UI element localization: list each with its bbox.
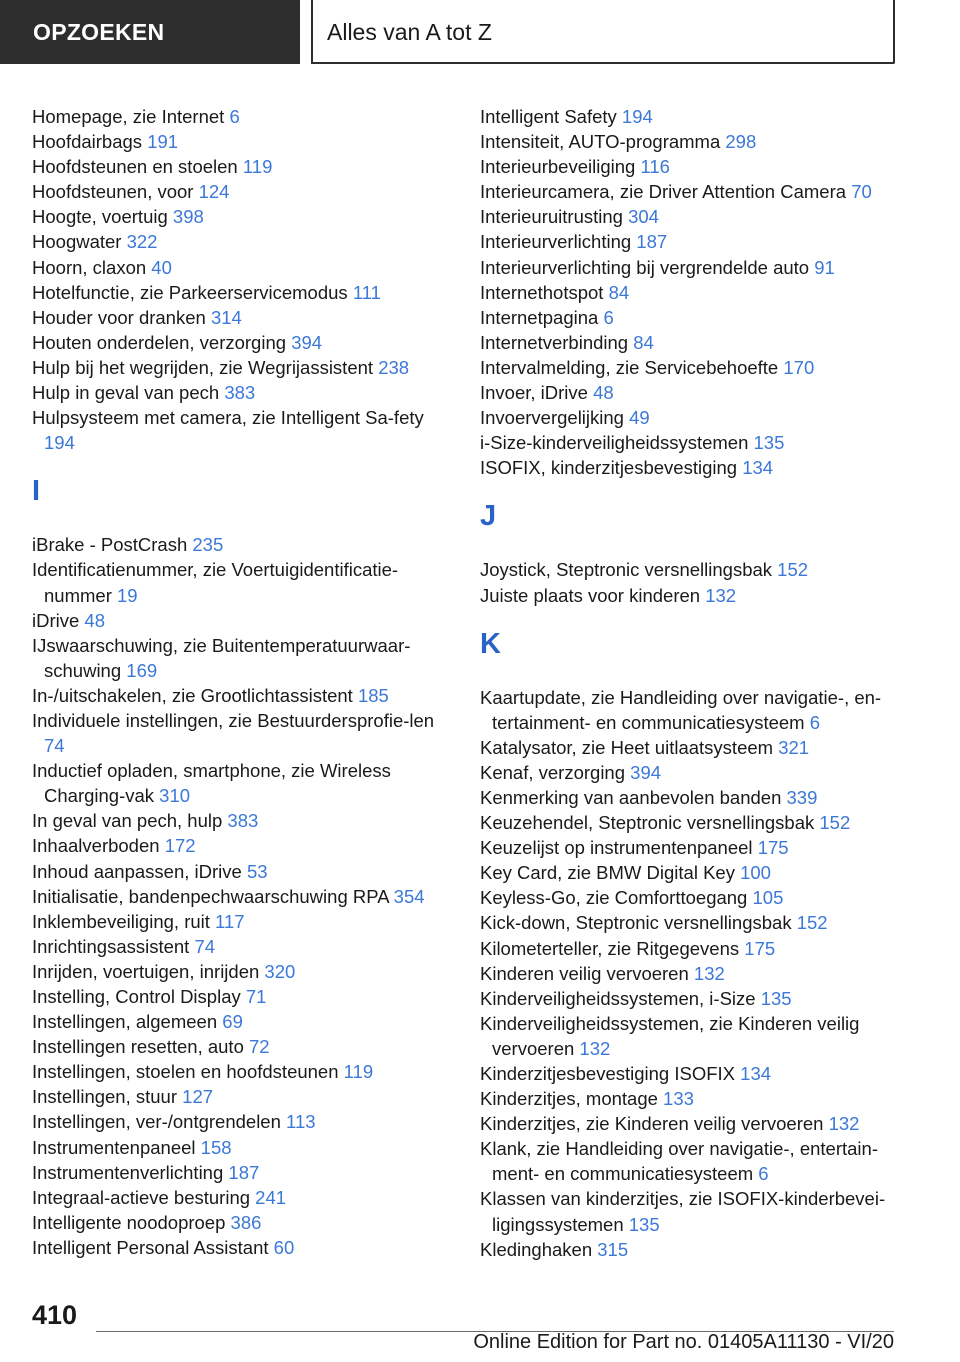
index-entry xyxy=(32,355,442,380)
page-link[interactable]: 48 xyxy=(593,382,614,404)
entry-text: Internetpagina xyxy=(480,306,599,328)
index-entry xyxy=(32,884,442,909)
entry-text: Hulpsysteem met camera, zie Intelligent Sa-fety xyxy=(32,407,424,429)
page-link[interactable]: 134 xyxy=(740,1063,772,1084)
page-link[interactable]: 6 xyxy=(758,1163,769,1185)
entry-text: Kilometerteller, zie Ritgegevens xyxy=(480,937,740,959)
page-link[interactable]: 113 xyxy=(286,1111,316,1133)
entry-text: iBrake - PostCrash xyxy=(32,534,188,556)
entry-text: Hoofdsteunen, voor xyxy=(32,181,194,203)
entry-text: Integraal-actieve besturing xyxy=(32,1186,251,1208)
entry-text: Kick-down, Steptronic versnellingsbak xyxy=(480,912,792,934)
index-entry xyxy=(480,760,900,785)
index-entry xyxy=(480,735,900,760)
entry-text: Inhoud aanpassen, iDrive xyxy=(32,860,242,882)
index-entry xyxy=(32,1084,442,1109)
entry-text: Kinderzitjes, montage xyxy=(480,1088,658,1110)
index-entry xyxy=(32,280,442,305)
entry-text: Inhaalverboden xyxy=(32,835,160,857)
entry-text: Internetverbinding xyxy=(480,331,629,353)
page-link[interactable]: 6 xyxy=(603,306,614,328)
index-entry xyxy=(32,380,442,405)
index-entry xyxy=(480,129,900,154)
index-column-right xyxy=(480,104,900,1262)
entry-text: Inrichtingsassistent xyxy=(32,935,190,957)
entry-text: Klassen van kinderzitjes, zie ISOFIX-kinderbevei-ligingssystemen xyxy=(480,1188,886,1235)
entry-text: Keuzelijst op instrumentenpaneel xyxy=(480,837,753,859)
entry-text: Keuzehendel, Steptronic versnellingsbak xyxy=(480,812,815,834)
page-link[interactable]: 310 xyxy=(159,785,191,807)
index-entry xyxy=(480,961,900,986)
page-link[interactable]: 119 xyxy=(242,156,273,178)
index-entry xyxy=(480,154,900,179)
index-entry xyxy=(32,330,442,355)
entry-text: Hulp in geval van pech xyxy=(32,382,220,404)
entry-text: Kinderzitjesbevestiging ISOFIX xyxy=(480,1063,736,1084)
page-link[interactable]: 49 xyxy=(629,407,650,429)
entry-text: Hoogwater xyxy=(32,231,122,253)
index-entry xyxy=(480,860,900,885)
page-link[interactable]: 314 xyxy=(210,306,242,328)
chapter-title: Alles van A tot Z xyxy=(311,0,895,64)
page-link[interactable]: 315 xyxy=(597,1238,629,1260)
index-entry xyxy=(480,280,900,305)
index-entry xyxy=(480,1136,900,1186)
index-entry xyxy=(480,910,900,935)
entry-text: IJswaarschuwing, zie Buitentemperatuurwaar-schuwing xyxy=(32,634,411,681)
page-link[interactable]: 187 xyxy=(636,231,668,253)
entry-text: i-Size-kinderveiligheidssystemen xyxy=(480,432,749,454)
index-entry xyxy=(480,1011,900,1061)
page-link[interactable]: 48 xyxy=(84,609,105,631)
index-entry xyxy=(480,810,900,835)
page-link[interactable]: 354 xyxy=(393,885,425,907)
index-entry xyxy=(32,1135,442,1160)
page-link[interactable]: 398 xyxy=(172,206,204,228)
page-link[interactable]: 191 xyxy=(147,131,179,153)
entry-text: Inklembeveiliging, ruit xyxy=(32,910,210,932)
index-entry xyxy=(32,229,442,254)
entry-text: Kinderen veilig vervoeren xyxy=(480,962,689,984)
index-entry xyxy=(32,1160,442,1185)
page-link[interactable]: 105 xyxy=(752,887,784,909)
page-link[interactable]: 175 xyxy=(757,837,789,859)
page-link[interactable]: 321 xyxy=(778,736,810,758)
index-entry xyxy=(32,633,442,683)
entry-text: Kenmerking van aanbevolen banden xyxy=(480,786,782,808)
index-entry xyxy=(32,1185,442,1210)
index-entry xyxy=(32,1210,442,1235)
edition-note: Online Edition for Part no. 01405A11130 - VI/20 xyxy=(473,1331,894,1353)
page-link[interactable]: 158 xyxy=(200,1136,232,1158)
entry-text: Instellingen, algemeen xyxy=(32,1011,218,1033)
entry-text: Identificatienummer, zie Voertuigidentificatie-nummer xyxy=(32,559,399,606)
index-entry xyxy=(32,1009,442,1034)
entry-text: Keyless-Go, zie Comforttoegang xyxy=(480,887,748,909)
entry-text: Invoervergelijking xyxy=(480,407,624,429)
index-entry xyxy=(480,380,900,405)
entry-text: Interieurverlichting xyxy=(480,231,632,253)
entry-text: Interieurverlichting bij vergrendelde auto xyxy=(480,256,810,278)
entry-text: Interieurcamera, zie Driver Attention Camera xyxy=(480,181,847,203)
page-link[interactable]: 116 xyxy=(640,156,670,178)
entry-text: Joystick, Steptronic versnellingsbak xyxy=(480,559,773,581)
page-link[interactable]: 132 xyxy=(579,1037,611,1059)
page-link[interactable]: 238 xyxy=(378,356,410,378)
entry-text: Kinderveiligheidssystemen, zie Kinderen veilig vervoeren xyxy=(480,1012,860,1059)
index-entry xyxy=(32,708,442,758)
page-link[interactable]: 100 xyxy=(740,862,771,884)
index-entry xyxy=(480,1086,900,1111)
index-entry xyxy=(32,104,442,129)
page-link[interactable]: 6 xyxy=(809,711,821,733)
index-entry xyxy=(32,154,442,179)
page-link[interactable]: 394 xyxy=(630,761,662,783)
page-link[interactable]: 84 xyxy=(608,281,630,303)
index-entry xyxy=(32,808,442,833)
entry-text: Instellingen, ver-/ontgrendelen xyxy=(32,1111,281,1133)
index-entry xyxy=(480,204,900,229)
page-link[interactable]: 134 xyxy=(742,457,774,479)
entry-text: Intelligente noodoproep xyxy=(32,1211,226,1233)
page-link[interactable]: 124 xyxy=(198,181,230,203)
page-link[interactable]: 386 xyxy=(230,1211,262,1233)
index-entry xyxy=(32,557,442,607)
entry-text: Instellingen, stoelen en hoofdsteunen xyxy=(32,1061,339,1083)
page-link[interactable]: 91 xyxy=(814,256,835,278)
page-link[interactable]: 135 xyxy=(753,432,785,454)
index-entry xyxy=(480,1111,900,1136)
index-entry xyxy=(480,1237,900,1262)
index-entry xyxy=(480,179,900,204)
index-entry xyxy=(32,758,442,808)
page-link[interactable]: 172 xyxy=(164,835,196,857)
entry-text: Hoofdsteunen en stoelen xyxy=(32,156,238,178)
entry-text: iDrive xyxy=(32,609,80,631)
index-entry xyxy=(32,204,442,229)
index-entry xyxy=(480,785,900,810)
index-entry xyxy=(32,1109,442,1134)
entry-text: Hoogte, voertuig xyxy=(32,206,168,228)
index-entry xyxy=(32,1059,442,1084)
page-link[interactable]: 111 xyxy=(352,281,381,303)
page-link[interactable]: 133 xyxy=(663,1088,694,1110)
page-link[interactable]: 298 xyxy=(725,131,757,153)
entry-text: Kinderzitjes, zie Kinderen veilig vervoeren xyxy=(480,1113,824,1135)
page-link[interactable]: 169 xyxy=(126,659,158,681)
entry-text: Inductief opladen, smartphone, zie Wireless Charging-vak xyxy=(32,760,391,807)
page-link[interactable]: 383 xyxy=(227,810,259,832)
entry-text: Houder voor dranken xyxy=(32,306,206,328)
index-entry xyxy=(480,936,900,961)
entry-text: Instelling, Control Display xyxy=(32,986,241,1007)
index-column-left xyxy=(32,104,442,1260)
index-entry xyxy=(32,859,442,884)
page-link[interactable]: 72 xyxy=(249,1036,270,1058)
page-link[interactable]: 194 xyxy=(44,432,75,454)
page-link[interactable]: 117 xyxy=(215,910,245,932)
page-number: 410 xyxy=(32,1300,78,1330)
entry-text: Intervalmelding, zie Servicebehoefte xyxy=(480,356,779,378)
index-entry xyxy=(32,683,442,708)
index-entry xyxy=(32,1034,442,1059)
entry-text: Hoofdairbags xyxy=(32,131,143,153)
index-entry xyxy=(480,229,900,254)
entry-text: Inrijden, voertuigen, inrijden xyxy=(32,960,260,982)
entry-text: Instrumentenpaneel xyxy=(32,1136,196,1158)
entry-text: Kaartupdate, zie Handleiding over navigatie-, en-tertainment- en communicatiesysteem xyxy=(480,686,882,733)
entry-text: Klank, zie Handleiding over navigatie-, entertain-ment- en communicatiesysteem xyxy=(480,1138,878,1185)
page-link[interactable]: 19 xyxy=(117,584,138,606)
index-entry xyxy=(480,355,900,380)
letter-heading: I xyxy=(32,475,41,508)
page-link[interactable]: 320 xyxy=(264,960,296,982)
entry-text: In-/uitschakelen, zie Grootlichtassistent xyxy=(32,684,353,706)
entry-text: Individuele instellingen, zie Bestuurdersprofie-len xyxy=(32,709,435,731)
page-link[interactable]: 152 xyxy=(796,912,828,934)
entry-text: Interieuruitrusting xyxy=(480,206,623,228)
index-entry xyxy=(480,405,900,430)
entry-text: Initialisatie, bandenpechwaarschuwing RPA xyxy=(32,885,389,907)
index-entry xyxy=(480,330,900,355)
page-link[interactable]: 187 xyxy=(228,1161,260,1183)
page-link[interactable]: 74 xyxy=(194,935,216,957)
page-link[interactable]: 119 xyxy=(343,1061,374,1083)
index-entry xyxy=(480,430,900,455)
page-link[interactable]: 40 xyxy=(151,256,172,278)
entry-text: Instellingen resetten, auto xyxy=(32,1036,244,1058)
page-link[interactable]: 152 xyxy=(777,559,809,581)
entry-text: ISOFIX, kinderzitjesbevestiging xyxy=(480,457,738,479)
page-link[interactable]: 235 xyxy=(192,534,224,556)
page-link[interactable]: 132 xyxy=(693,962,725,984)
page-link[interactable]: 6 xyxy=(229,106,240,127)
page-link[interactable]: 84 xyxy=(633,331,654,353)
index-entry xyxy=(480,557,900,582)
entry-text: Kinderveiligheidssystemen, i-Size xyxy=(480,987,756,1009)
entry-text: Juiste plaats voor kinderen xyxy=(480,584,701,606)
page-header xyxy=(0,0,960,64)
page-link[interactable]: 241 xyxy=(255,1186,287,1208)
page-link[interactable]: 339 xyxy=(786,786,818,808)
index-entry xyxy=(32,129,442,154)
index-entry xyxy=(480,305,900,330)
index-entry xyxy=(32,984,442,1009)
page-link[interactable]: 69 xyxy=(222,1011,243,1033)
entry-text: Kenaf, verzorging xyxy=(480,761,626,783)
section-tab[interactable]: OPZOEKEN xyxy=(0,0,300,64)
entry-text: Hulp bij het wegrijden, zie Wegrijassistent xyxy=(32,356,374,378)
page-link[interactable]: 74 xyxy=(44,735,65,757)
page-link[interactable]: 127 xyxy=(182,1086,214,1108)
index-entry xyxy=(32,405,442,455)
index-entry xyxy=(32,959,442,984)
index-entry xyxy=(32,909,442,934)
entry-text: Intelligent Personal Assistant xyxy=(32,1236,269,1258)
page-link[interactable]: 60 xyxy=(273,1236,295,1258)
letter-heading: J xyxy=(480,500,497,533)
entry-text: Instrumentenverlichting xyxy=(32,1161,224,1183)
index-entry xyxy=(480,885,900,910)
page-link[interactable]: 53 xyxy=(246,860,268,882)
page-link[interactable]: 194 xyxy=(621,106,653,127)
page-link[interactable]: 70 xyxy=(851,181,872,203)
page-link[interactable]: 135 xyxy=(760,987,792,1009)
entry-text: Hoorn, claxon xyxy=(32,256,147,278)
entry-text: Internethotspot xyxy=(480,281,604,303)
index-entry xyxy=(32,532,442,557)
index-entry xyxy=(480,835,900,860)
page-link[interactable]: 152 xyxy=(819,812,851,834)
index-entry xyxy=(32,179,442,204)
entry-text: Instellingen, stuur xyxy=(32,1086,178,1108)
index-entry xyxy=(32,305,442,330)
index-entry xyxy=(480,685,900,735)
page-link[interactable]: 394 xyxy=(291,331,323,353)
entry-text: Intensiteit, AUTO-programma xyxy=(480,131,721,153)
entry-text: Katalysator, zie Heet uitlaatsysteem xyxy=(480,736,774,758)
index-entry xyxy=(32,608,442,633)
letter-heading: K xyxy=(480,627,501,660)
entry-text: Houten onderdelen, verzorging xyxy=(32,331,287,353)
page-link[interactable]: 132 xyxy=(828,1113,860,1135)
page-link[interactable]: 304 xyxy=(628,206,659,228)
index-entry xyxy=(480,1186,900,1236)
index-entry xyxy=(480,455,900,480)
entry-text: Key Card, zie BMW Digital Key xyxy=(480,862,735,884)
page-link[interactable]: 135 xyxy=(628,1213,660,1235)
index-entry xyxy=(480,104,900,129)
page-link[interactable]: 322 xyxy=(126,231,158,253)
page-link[interactable]: 71 xyxy=(245,986,267,1007)
index-entry xyxy=(480,986,900,1011)
index-entry xyxy=(480,255,900,280)
entry-text: Invoer, iDrive xyxy=(480,382,588,404)
index-entry xyxy=(480,1061,900,1086)
entry-text: In geval van pech, hulp xyxy=(32,810,223,832)
entry-text: Kledinghaken xyxy=(480,1238,593,1260)
entry-text: Hotelfunctie, zie Parkeerservicemodus xyxy=(32,281,348,303)
page-link[interactable]: 132 xyxy=(705,584,737,606)
index-entry xyxy=(32,255,442,280)
index-entry xyxy=(32,1235,442,1260)
index-entry xyxy=(32,934,442,959)
entry-text: Homepage, zie Internet xyxy=(32,106,225,127)
index-entry xyxy=(480,583,900,608)
entry-text: Intelligent Safety xyxy=(480,106,617,127)
page-link[interactable]: 170 xyxy=(783,356,815,378)
index-entry xyxy=(32,833,442,858)
entry-text: Interieurbeveiliging xyxy=(480,156,636,178)
page-link[interactable]: 185 xyxy=(357,684,389,706)
page-link[interactable]: 383 xyxy=(224,382,256,404)
page-link[interactable]: 175 xyxy=(744,937,776,959)
